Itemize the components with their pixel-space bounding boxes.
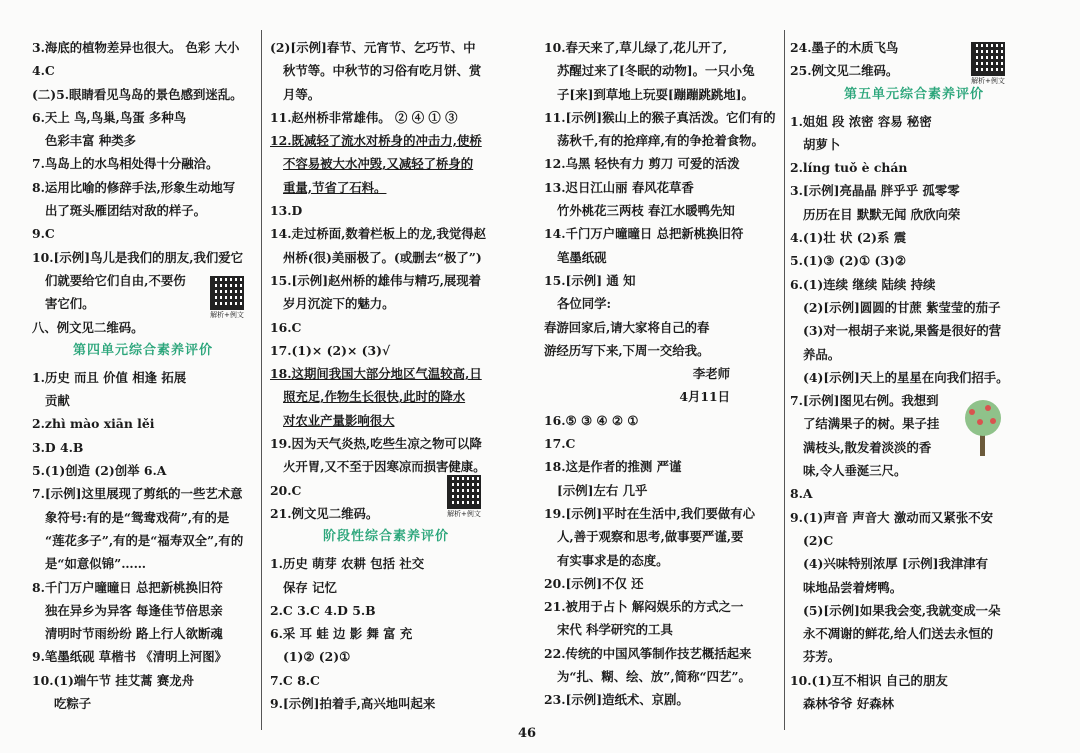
answer-line: 3.D 4.B <box>32 439 84 455</box>
answer-line: 18.这是作者的推测 严谨 <box>544 459 682 475</box>
answer-line: 6.采 耳 蛙 边 影 舞 富 充 <box>270 626 413 642</box>
fruit-icon <box>969 409 975 415</box>
fruit-icon <box>977 419 983 425</box>
answer-line: 保存 记忆 <box>283 579 337 595</box>
answer-line: 月等。 <box>283 86 321 102</box>
answer-line: 2.líng tuǒ è chán <box>790 160 908 176</box>
qr-code-image <box>447 475 481 509</box>
answer-line: (二)5.眼睛看见鸟岛的景色感到迷乱。 <box>32 86 243 102</box>
answer-line: 8.A <box>790 486 813 502</box>
answer-column-4 <box>790 36 1038 715</box>
answer-line: 有实事求是的态度。 <box>557 552 669 568</box>
answer-line: (4)[示例]天上的星星在向我们招手。 <box>803 369 1009 385</box>
answer-line: 18.这期间我国大部分地区气温较高,日 <box>270 366 482 382</box>
qr-code[interactable] <box>442 475 486 519</box>
answer-line: 20.[示例]不仅 还 <box>544 575 644 591</box>
answer-line: 色彩丰富 种类多 <box>45 133 137 149</box>
answer-line: 17.(1)× (2)× (3)√ <box>270 342 391 358</box>
answer-line: [示例]左右 几乎 <box>557 482 648 498</box>
answer-line: 3.[示例]亮晶晶 胖乎乎 孤零零 <box>790 183 960 199</box>
answer-line: 16.C <box>270 319 302 335</box>
answer-line: 12.乌黑 轻快有力 剪刀 可爱的活泼 <box>544 156 740 172</box>
answer-line: 苏醒过来了[冬眠的动物]。一只小兔 <box>557 63 755 79</box>
answer-line: 害它们。 <box>45 296 95 312</box>
fruit-icon <box>990 418 996 424</box>
answer-line: 芬芳。 <box>803 649 841 665</box>
section-heading: 第四单元综合素养评价 <box>72 342 213 358</box>
answer-line: 8.运用比喻的修辞手法,形象生动地写 <box>32 179 236 195</box>
qr-code[interactable] <box>966 42 1010 86</box>
answer-line: 8.千门万户曈曈日 总把新桃换旧符 <box>32 579 223 595</box>
answer-line: 11.[示例]猴山上的猴子真活泼。它们有的 <box>544 109 776 125</box>
answer-line: 各位同学: <box>557 296 612 312</box>
qr-caption: 解析+例文 <box>447 510 481 518</box>
answer-line: 25.例文见二维码。 <box>790 63 899 79</box>
column-divider <box>784 30 785 730</box>
answer-line: 们就要给它们自由,不要伤 <box>45 272 186 288</box>
answer-line: 7.[示例]图见右例。我想到 <box>790 393 939 409</box>
answer-line: 5.(1)③ (2)① (3)② <box>790 253 906 269</box>
answer-line: 岁月沉淀下的魅力。 <box>283 296 395 312</box>
answer-line: 出了斑头雁团结对敌的样子。 <box>45 203 207 219</box>
answer-line: 宋代 科学研究的工具 <box>557 622 673 638</box>
answer-line: 19.[示例]平时在生活中,我们要做有心 <box>544 505 756 521</box>
answer-line: 21.例文见二维码。 <box>270 505 379 521</box>
answer-line: 贡献 <box>45 393 70 409</box>
qr-caption: 解析+例文 <box>971 77 1005 85</box>
answer-line: 17.C <box>544 436 576 452</box>
answer-line: 荡秋千,有的抢痒痒,有的争抢着食物。 <box>557 133 764 149</box>
answer-line: 笔墨纸砚 <box>557 249 607 265</box>
answer-line: 1.历史 萌芽 农耕 包括 社交 <box>270 556 425 572</box>
answer-line: 21.被用于占卜 解闷娱乐的方式之一 <box>544 599 744 615</box>
answer-column-3 <box>544 36 776 712</box>
answer-line: 22.传统的中国风筝制作技艺概括起来 <box>544 645 752 661</box>
answer-line: 1.历史 而且 价值 相逢 拓展 <box>32 369 187 385</box>
answer-line: 独在异乡为异客 每逢佳节倍思亲 <box>45 602 223 618</box>
answer-line: 19.因为天气炎热,吃些生凉之物可以降 <box>270 436 482 452</box>
answer-line: 9.笔墨纸砚 草楷书 《清明上河图》 <box>32 649 228 665</box>
answer-line: (1)② (2)① <box>283 649 351 665</box>
tree-crown <box>965 400 1001 436</box>
section-heading: 第五单元综合素养评价 <box>843 86 984 102</box>
answer-line: 2.C 3.C 4.D 5.B <box>270 602 376 618</box>
answer-line: 满枝头,散发着淡淡的香 <box>803 439 932 455</box>
fruit-tree-illustration <box>958 396 1008 458</box>
answer-line: 历历在目 默默无闻 欣欣向荣 <box>803 206 961 222</box>
qr-code[interactable] <box>205 276 249 320</box>
section-heading: 阶段性综合素养评价 <box>322 529 449 545</box>
answer-line: 了结满果子的树。果子挂 <box>803 416 940 432</box>
qr-code-image <box>971 42 1005 76</box>
page-number: 46 <box>518 726 537 741</box>
answer-line: 14.走过桥面,数着栏板上的龙,我觉得赵 <box>270 226 487 242</box>
answer-line: (2)[示例]圆圆的甘蔗 紫莹莹的茄子 <box>803 299 1001 315</box>
answer-line: 1.姐姐 段 浓密 容易 秘密 <box>790 113 932 129</box>
answer-line: 是“如意似锦”…… <box>45 556 146 572</box>
answer-line: 为“扎、糊、绘、放”,简称“四艺”。 <box>557 669 751 685</box>
answer-line: 14.千门万户曈曈日 总把新桃换旧符 <box>544 226 744 242</box>
answer-line: 7.[示例]这里展现了剪纸的一些艺术意 <box>32 486 243 502</box>
answer-line: 9.[示例]拍着手,高兴地叫起来 <box>270 696 436 712</box>
answer-line: 9.(1)声音 声音大 激动而又紧张不安 <box>790 509 993 525</box>
answer-line: 竹外桃花三两枝 春江水暖鸭先知 <box>557 203 735 219</box>
answer-line: 胡萝卜 <box>803 136 841 152</box>
answer-line: 秋节等。中秋节的习俗有吃月饼、赏 <box>283 63 482 79</box>
answer-line: 不容易被大水冲毁,又减轻了桥身的 <box>283 156 474 172</box>
answer-line: (4)兴味特别浓厚 [示例]我津津有 <box>803 556 989 572</box>
answer-line: 子[来]到草地上玩耍[蹦蹦跳跳地]。 <box>557 86 754 102</box>
answer-line: 10.春天来了,草儿绿了,花儿开了, <box>544 40 728 55</box>
answer-line: 火开胃,又不至于因寒凉而损害健康。 <box>283 459 486 475</box>
answer-line: (3)对一根胡子来说,果酱是很好的营 <box>803 323 1002 339</box>
answer-line: 味地品尝着烤鸭。 <box>803 579 903 595</box>
answer-line: 11.赵州桥非常雄伟。 ② ④ ① ③ <box>270 109 458 125</box>
answer-line: 吃粽子 <box>54 696 92 712</box>
qr-caption: 解析+例文 <box>210 311 244 319</box>
answer-column-2 <box>270 36 502 715</box>
answer-line: 15.[示例]赵州桥的雄伟与精巧,展现着 <box>270 272 482 288</box>
answer-line: 13.D <box>270 203 303 219</box>
answer-line: 照充足,作物生长很快,此时的降水 <box>283 389 466 405</box>
answer-line: 7.鸟岛上的水鸟相处得十分融洽。 <box>32 156 219 172</box>
answer-line: 10.(1)互不相识 自己的朋友 <box>790 672 948 688</box>
answer-line: 养品。 <box>803 346 841 362</box>
answer-line: 春游回家后,请大家将自己的春 <box>544 319 710 335</box>
answer-line: 人,善于观察和思考,做事要严谨,要 <box>557 529 744 545</box>
notice-date: 4月11日 <box>679 389 730 405</box>
answer-line: 3.海底的植物差异也很大。 色彩 大小 <box>32 40 240 55</box>
answer-line: 20.C <box>270 482 302 498</box>
answer-line: 清明时节雨纷纷 路上行人欲断魂 <box>45 626 223 642</box>
notice-signature: 李老师 <box>692 366 730 382</box>
answer-column-1 <box>32 36 254 715</box>
answer-line: (2)C <box>803 532 834 548</box>
answer-line: 对农业产量影响很大 <box>283 412 395 428</box>
answer-line: 23.[示例]造纸术、京剧。 <box>544 692 689 708</box>
answer-line: (5)[示例]如果我会变,我就变成一朵 <box>803 602 1001 618</box>
answer-line: 象符号:有的是“鸳鸯戏荷”,有的是 <box>45 509 230 525</box>
answer-line: 游经历写下来,下周一交给我。 <box>544 342 710 358</box>
answer-line: 9.C <box>32 226 55 242</box>
answer-line: 16.⑤ ③ ④ ② ① <box>544 412 639 428</box>
answer-line: 5.(1)创造 (2)创举 6.A <box>32 463 167 479</box>
answer-line: 2.zhì mào xiān lěi <box>32 416 155 432</box>
answer-line: 6.(1)连续 继续 陆续 持续 <box>790 276 936 292</box>
answer-line: 4.(1)壮 状 (2)系 震 <box>790 230 907 246</box>
answer-line: 味,令人垂涎三尺。 <box>803 463 907 479</box>
answer-line: (2)[示例]春节、元宵节、乞巧节、中 <box>270 40 476 55</box>
answer-line: 15.[示例] 通 知 <box>544 272 636 288</box>
answer-line: 4.C <box>32 63 55 79</box>
column-divider <box>261 30 262 730</box>
answer-line: 13.迟日江山丽 春风花草香 <box>544 179 694 195</box>
answer-line: 八、例文见二维码。 <box>32 319 144 335</box>
answer-line: 12.既减轻了流水对桥身的冲击力,使桥 <box>270 133 482 149</box>
answer-line: 6.天上 鸟,鸟巢,鸟蛋 多种鸟 <box>32 109 187 125</box>
answer-line: 森林爷爷 好森林 <box>803 696 895 712</box>
answer-line: “莲花多子”,有的是“福寿双全”,有的 <box>45 532 244 548</box>
answer-line: 7.C 8.C <box>270 672 320 688</box>
answer-line: 10.(1)端午节 挂艾蒿 赛龙舟 <box>32 672 195 688</box>
answer-line: 24.墨子的木质飞鸟 <box>790 40 899 55</box>
answer-line: 10.[示例]鸟儿是我们的朋友,我们爱它 <box>32 249 244 265</box>
fruit-icon <box>985 405 991 411</box>
answer-line: 永不凋谢的鲜花,给人们送去永恒的 <box>803 626 994 642</box>
answer-line: 州桥(很)美丽极了。(或删去“极了”) <box>283 249 482 265</box>
qr-code-image <box>210 276 244 310</box>
answer-line: 重量,节省了石料。 <box>283 179 387 195</box>
